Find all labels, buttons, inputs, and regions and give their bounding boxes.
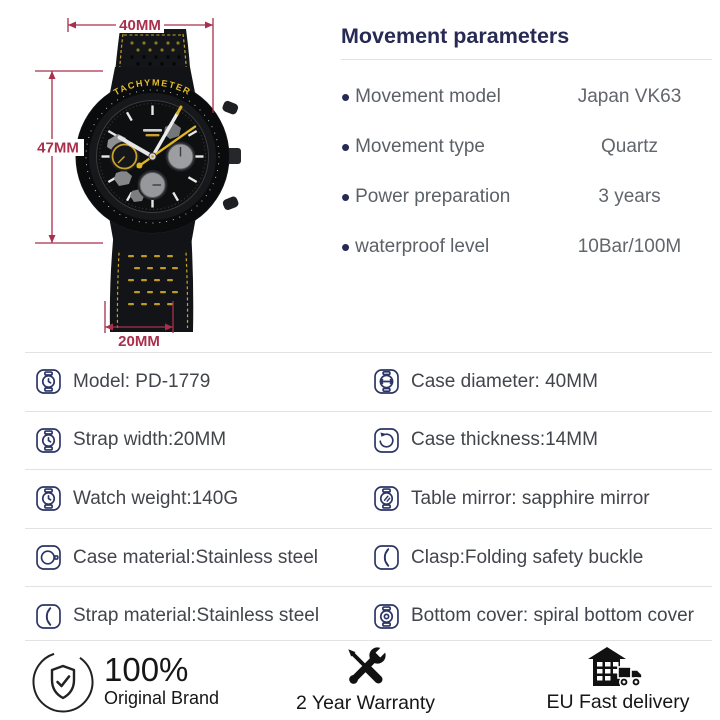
movement-row: • Power preparation 3 years xyxy=(341,172,712,222)
watch-icon xyxy=(35,368,62,395)
spec-item xyxy=(35,485,373,512)
strap-width-dimension-label: 20MM xyxy=(118,333,160,350)
clasp-icon xyxy=(373,544,400,571)
spec-item xyxy=(35,427,373,454)
sapphire-mirror-icon xyxy=(373,485,400,512)
spec-item xyxy=(373,603,694,630)
badge-title: 2 Year Warranty xyxy=(295,692,436,714)
divider xyxy=(25,640,712,641)
spec-text: Strap width:20MM xyxy=(73,429,227,451)
repair-tools-icon xyxy=(344,645,388,689)
spec-item xyxy=(373,368,598,395)
delivery-truck-icon xyxy=(586,644,650,688)
height-dimension-label: 47MM xyxy=(37,139,79,157)
movement-row: • Movement model Japan VK63 xyxy=(341,72,712,122)
movement-value: 10Bar/100M xyxy=(577,236,682,257)
caseback-icon xyxy=(373,603,400,630)
bezel-tachymeter-text: TACHYMETER xyxy=(112,77,193,98)
spec-text: Strap material:Stainless steel xyxy=(73,605,320,627)
badge-title: 100% xyxy=(104,651,189,688)
watch-icon xyxy=(35,485,62,512)
spec-text: Case diameter: 40MM xyxy=(411,370,598,392)
movement-label: Movement model xyxy=(355,86,501,107)
width-dimension-label: 40MM xyxy=(119,17,161,34)
movement-label: Movement type xyxy=(355,136,486,157)
spec-item xyxy=(35,368,373,395)
shield-check-icon xyxy=(30,646,96,716)
product-watch-image xyxy=(20,5,330,350)
spec-text: Clasp:Folding safety buckle xyxy=(411,546,644,568)
badge-fast-delivery xyxy=(523,644,713,714)
movement-value: Japan VK63 xyxy=(577,86,682,107)
badge-title: EU Fast delivery xyxy=(546,691,690,713)
badge-warranty xyxy=(288,645,443,715)
spec-text: Model: PD-1779 xyxy=(73,370,211,392)
movement-value: Quartz xyxy=(600,136,659,157)
movement-row: • waterproof level 10Bar/100M xyxy=(341,222,712,272)
spec-row xyxy=(25,469,712,528)
watch-dial xyxy=(76,77,230,233)
movement-label: Power preparation xyxy=(355,186,511,207)
movement-value: 3 years xyxy=(598,186,661,207)
spec-row xyxy=(25,528,712,587)
strap-icon xyxy=(35,603,62,630)
movement-title: Movement parameters xyxy=(341,24,712,60)
spec-text: Watch weight:140G xyxy=(73,487,239,509)
spec-text: Bottom cover: spiral bottom cover xyxy=(411,605,694,627)
movement-row: • Movement type Quartz xyxy=(341,122,712,172)
spec-item xyxy=(373,544,643,571)
spec-item xyxy=(35,603,373,630)
case-thickness-icon xyxy=(373,427,400,454)
badge-subtitle: Original Brand xyxy=(104,688,220,708)
case-diameter-icon xyxy=(373,368,400,395)
spec-row xyxy=(25,352,712,411)
badge-original-brand xyxy=(30,646,219,716)
spec-item xyxy=(373,427,598,454)
spec-text: Table mirror: sapphire mirror xyxy=(411,487,650,509)
spec-item xyxy=(35,544,373,571)
movement-parameters-panel xyxy=(341,24,712,272)
spec-text: Case thickness:14MM xyxy=(411,429,598,451)
watch-case-icon xyxy=(35,544,62,571)
spec-item xyxy=(373,485,650,512)
badges-bar xyxy=(0,640,720,720)
spec-row xyxy=(25,586,712,645)
spec-row xyxy=(25,411,712,470)
specs-grid xyxy=(25,352,712,645)
spec-text: Case material:Stainless steel xyxy=(73,546,318,568)
watch-icon xyxy=(35,427,62,454)
movement-label: waterproof level xyxy=(355,236,490,257)
